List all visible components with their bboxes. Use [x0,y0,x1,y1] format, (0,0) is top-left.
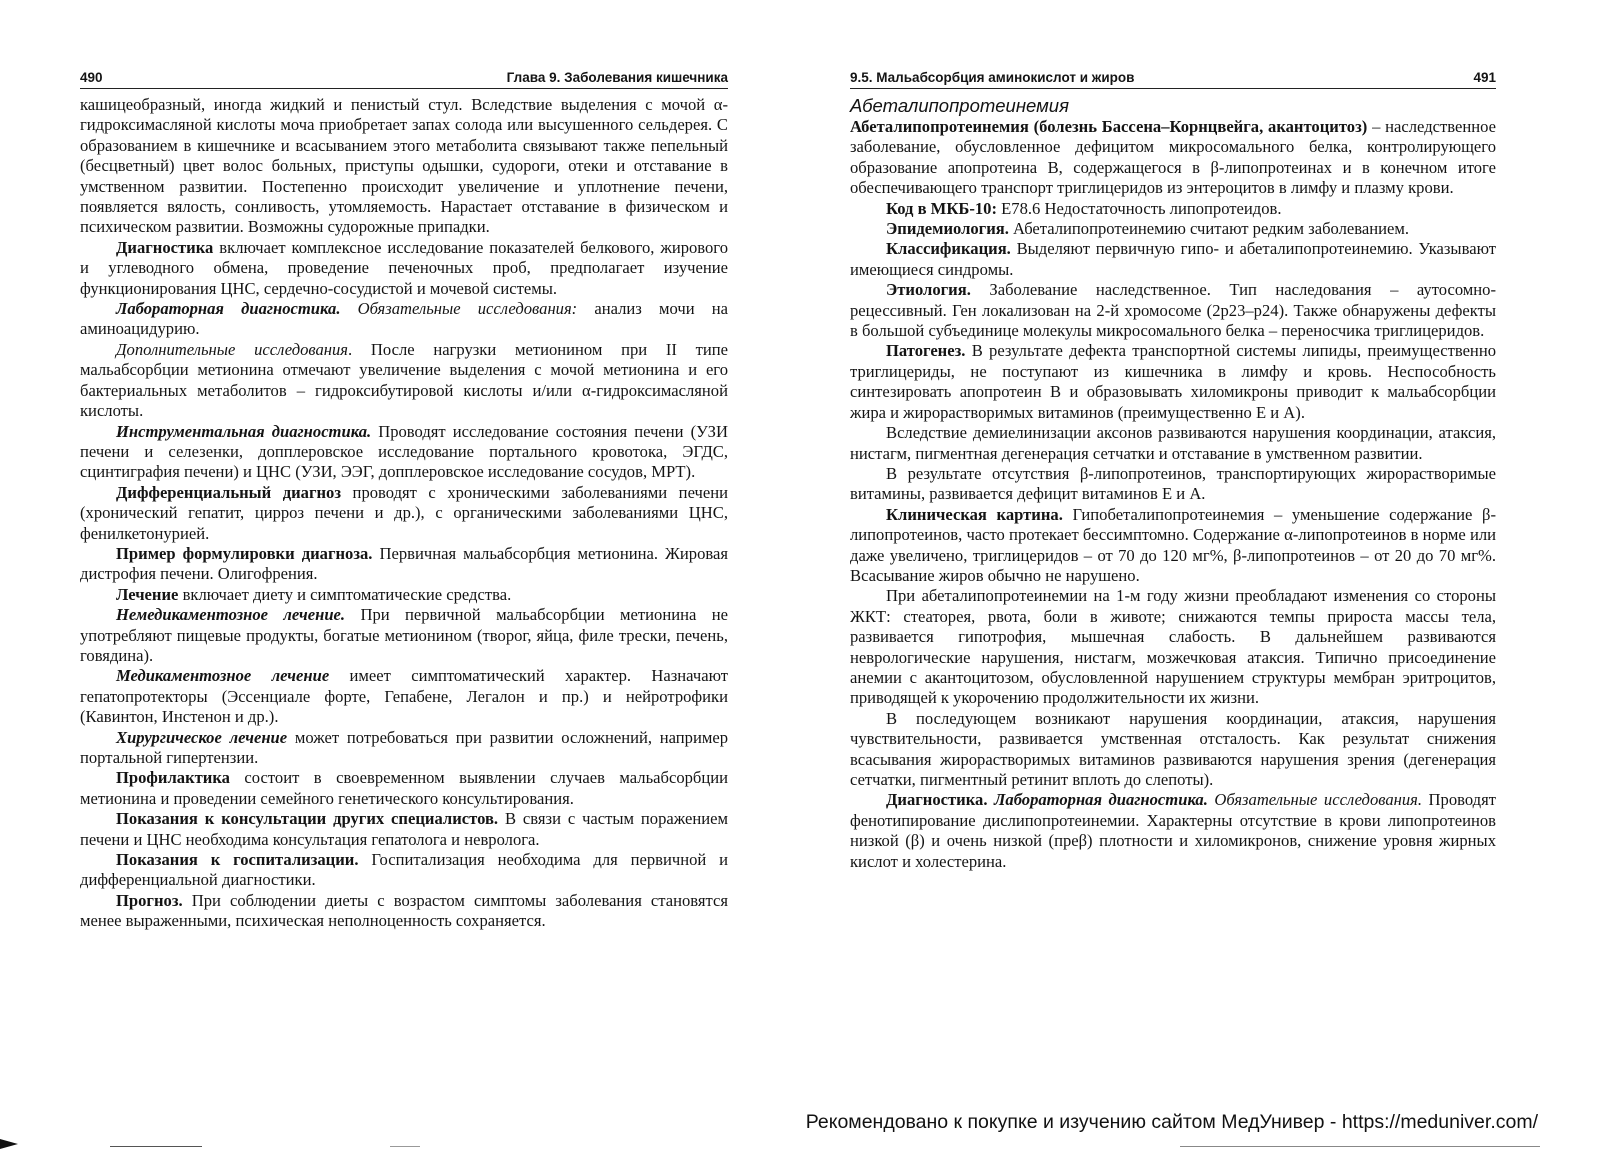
paragraph-text: В последующем возникают нарушения координации, атаксия, нарушения чувствительности, развивается умственная отсталость. Как результат снижения всасывания жирорастворимых витаминов развиваются нарушения зрения (дегенерация сетчатки, пигментный ретинит вплоть до слепоты). [850,708,1496,789]
bold-lead: Абеталипопротеинемия (болезнь Бассена–Корнцвейга, акантоцитоз) [850,117,1368,136]
paragraph [850,464,1496,505]
paragraph-text: имеет симптоматический характер. Назначают гепатопротекторы (Эссенциале форте, Гепабене, Легалон и пр.) и нейротрофики (Кавинтон, Инстенон и др.). [80,666,728,727]
paragraph [850,790,1496,872]
paragraph [80,768,728,809]
crop-line [1180,1146,1540,1147]
paragraph-text: кашицеобразный, иногда жидкий и пенистый стул. Вследствие выделения с мочой α-гидроксимасляной кислоты моча приобретает запах солода или высушенного сельдерея. С образованием в кишечнике и всасыванием этого метаболита связывают также пепельный (бесцветный) цвет волос больных, приступы одышки, судороги, отеки и отставание в умственном развитии. Постепенно происходит увеличение и уплотнение печени, появляется вялость, сонливость, утомляемость. Нарастает отставание в физическом и психическом развитии. Возможны судорожные припадки. [80,95,728,237]
running-head-right [850,70,1496,89]
italic-text: Обязательные исследования. [1207,790,1423,810]
bold-italic-lead: Лабораторная диагностика. [116,299,341,319]
paragraph [850,341,1496,423]
paragraph [80,585,728,605]
bold-lead: Патогенез. [886,341,966,361]
crop-line [390,1146,420,1147]
bold-lead: Показания к госпитализации. [116,850,359,870]
paragraph [850,586,1496,708]
bold-lead: Классификация. [886,239,1011,259]
paragraph-text: При соблюдении диеты с возрастом симптомы заболевания становятся менее выраженными, психическая неполноценность сохраняется. [80,890,728,931]
paragraph-text: Вследствие демиелинизации аксонов развиваются нарушения координации, атаксия, нистагм, пигментная дегенерация сетчатки и отставание в умственном развитии. [850,423,1496,463]
bold-italic-lead: Инструментальная диагностика. [116,421,372,441]
bold-italic-lead: Лабораторная диагностика. [987,790,1208,810]
page-number-left: 490 [80,70,103,85]
crop-mark [0,1139,18,1149]
paragraph [850,219,1496,239]
paragraph-text: Проводят исследование состояния печени (УЗИ печени и селезенки, допплеровское исследование портального кровотока, ЭГДС, сцинтиграфия печени) и ЦНС (УЗИ, ЭЭГ, допплеровское исследование сосудов, МРТ). [80,421,728,482]
paragraph-text: Выделяют первичную гипо- и абеталипопротеинемию. Указывают имеющиеся синдромы. [850,239,1496,279]
paragraph-text: Заболевание наследственное. Тип наследования – аутосомно-рецессивный. Ген локализован на 2-й хромосоме (2p23–p24). Также обнаружены дефекты в большой субъединице молекулы микросомального белка – переносчика триглицеридов. [850,280,1496,341]
right-page-body [850,117,1496,872]
right-page [850,70,1496,872]
paragraph-text: может потребоваться при развитии осложнений, например портальной гипертензии. [80,727,728,767]
bold-lead: Дифференциальный диагноз [116,482,342,502]
paragraph-text: проводят с хроническими заболеваниями печени (хронический гепатит, цирроз печени и др.), с органическими заболеваниями ЦНС, фенилкетонурией. [80,482,728,543]
paragraph-text: При абеталипопротеинемии на 1-м году жизни преобладают изменения со стороны ЖКТ: стеаторея, рвота, боли в животе; снижаются темпы прироста массы тела, развивается гипотрофия, мышечная слабость. В дальнейшем развиваются неврологические нарушения, нистагм, мозжечковая атаксия. Типично присоединение анемии с акантоцитозом, обусловленной нарушением структуры мембран эритроцитов, приводящей к укорочению продолжительности их жизни. [850,586,1496,708]
bold-lead: Диагностика [116,237,214,257]
crop-line [110,1146,202,1147]
bold-lead: Лечение [116,584,179,604]
paragraph [850,423,1496,464]
bold-italic-lead: Хирургическое лечение [116,727,288,747]
paragraph-text: В результате отсутствия β-липопротеинов, транспортирующих жирорастворимые витамины, развивается дефицит витаминов Е и А. [850,463,1496,504]
page-number-right: 491 [1473,70,1496,85]
bold-lead: Показания к консультации других специалистов. [116,809,499,829]
paragraph [80,891,728,932]
paragraph-text: . После нагрузки метионином при II типе мальабсорбции метионина отмечают увеличение выделения с мочой метионина и его бактериальных метаболитов – гидроксибутировой кислоты и/или α-гидроксимасляной кислоты. [80,339,729,421]
paragraph-text: анализ мочи на аминоацидурию. [80,299,728,339]
paragraph-text: Гипобеталипопротеинемия – уменьшение содержание β-липопротеинов, часто протекает бессимптомно. Содержание α-липопротеинов в норме или даже увеличено, триглицеридов – от 70 до 120 мг%, β-липопротеинов – от 20 до 70 мг%. Всасывание жиров обычно не нарушено. [850,504,1496,585]
paragraph [80,340,728,422]
bold-lead: Профилактика [116,768,230,788]
paragraph [80,299,728,340]
paragraph [850,117,1496,199]
running-title-right: 9.5. Мальабсорбция аминокислот и жиров [850,70,1135,85]
running-head-left [80,70,728,89]
paragraph [80,666,728,727]
paragraph [80,483,728,544]
paragraph-text: При первичной мальабсорбции метионина не употребляют пищевые продукты, богатые метионином (творог, яйца, филе трески, печень, говядина). [80,605,728,665]
bold-italic-lead: Немедикаментозное лечение. [116,605,346,625]
section-heading: Абеталипопротеинемия [850,95,1069,116]
bold-italic-lead: Медикаментозное лечение [116,666,330,686]
paragraph [80,422,728,483]
watermark-text: Рекомендовано к покупке и изучению сайтом МедУнивер - https://meduniver.com/ [805,1111,1538,1133]
paragraph [80,238,728,299]
paragraph [80,809,728,850]
paragraph-text: включает диету и симптоматические средства. [178,584,512,604]
paragraph-text: Первичная мальабсорбция метионина. Жировая дистрофия печени. Олигофрения. [80,543,729,584]
paragraph [80,605,728,666]
paragraph [80,728,728,769]
paragraph-text: включает комплексное исследование показателей белкового, жирового и углеводного обмена, проведение печеночных проб, предполагает изучение функционирования ЦНС, сердечно-сосудистой и мочевой системы. [80,237,728,298]
paragraph-text: В связи с частым поражением печени и ЦНС необходима консультация гепатолога и невролога. [80,809,729,849]
italic-text: Дополнительные исследования [116,339,349,359]
paragraph [80,544,728,585]
paragraph [80,95,728,238]
paragraph-text: В результате дефекта транспортной системы липиды, преимущественно триглицериды, не поступают из кишечника в лимфу и кровь. Неспособность синтезировать апопротеин В и образовывать хиломикроны приводит к мальабсорбции жира и жирорастворимых витаминов (преимущественно Е и А). [850,341,1496,422]
running-title-left: Глава 9. Заболевания кишечника [506,70,728,85]
paragraph-text: состоит в своевременном выявлении случаев мальабсорбции метионина и проведении семейного генетического консультирования. [80,768,728,808]
bold-lead: Прогноз. [116,890,183,910]
paragraph-text: Проводят фенотипирование дислипопротеинемии. Характерны отсутствие в крови липопротеинов низкой (β) и очень низкой (преβ) плотности и хиломикронов, снижение уровня жирных кислот и холестерина. [850,790,1496,871]
paragraph [850,505,1496,587]
bold-lead: Этиология. [886,280,971,300]
bold-lead: Эпидемиология. [886,219,1009,239]
bold-lead: Пример формулировки диагноза. [116,543,373,563]
left-page [80,70,728,932]
paragraph [850,709,1496,791]
paragraph-text: E78.6 Недостаточность липопротеидов. [997,198,1282,218]
paragraph [80,850,728,891]
paragraph [850,199,1496,219]
paragraph-text: Абеталипопротеинемию считают редким заболеванием. [1008,219,1409,239]
italic-text: Обязательные исследования: [340,299,578,319]
paragraph-text: Госпитализация необходима для первичной и дифференциальной диагностики. [80,850,728,890]
bold-lead: Клиническая картина. [886,504,1063,524]
bold-lead: Код в МКБ-10: [886,198,997,218]
paragraph [850,280,1496,341]
bold-lead: Диагностика. [886,790,988,810]
left-page-body [80,95,728,932]
paragraph [850,239,1496,280]
paragraph-text: – наследственное заболевание, обусловленное дефицитом микросомального белка, контролирующего образование апопротеина В, содержащегося в β-липопротеинах и в конечном итоге обеспечивающего транспорт триглицеридов из энтероцитов в лимфу и плазму крови. [850,117,1496,198]
